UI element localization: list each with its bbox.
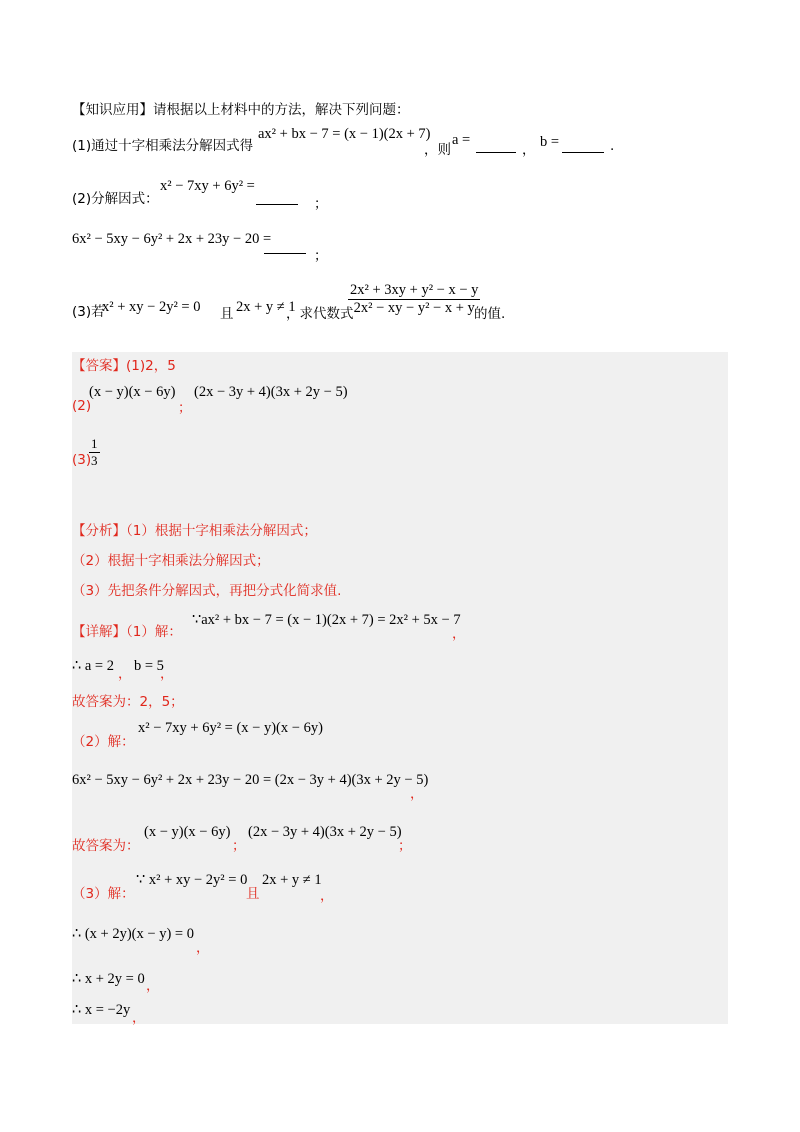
analysis-text1: （1）根据十字相乘法分解因式； xyxy=(126,523,317,539)
part3-and: 且 xyxy=(220,306,234,322)
detail-p1-prefix: （1）解： xyxy=(126,624,182,640)
part3-cond1: x² + xy − 2y² = 0 xyxy=(102,299,201,315)
detail-p1-result-a: ∴ a = 2 xyxy=(72,658,114,674)
detail-label: 【详解】 xyxy=(72,624,126,640)
detail-p3-comma: ， xyxy=(320,888,334,904)
answer-part3-fraction xyxy=(89,436,100,469)
detail-p2-comma: ， xyxy=(410,786,424,802)
answer-part2-expr2: (2x − 3y + 4)(3x + 2y − 5) xyxy=(194,384,348,400)
answer-label: 【答案】 xyxy=(72,358,126,374)
detail-p3-c1: ， xyxy=(196,940,210,956)
detail-p2-answer2: (2x − 3y + 4)(3x + 2y − 5) xyxy=(248,824,402,840)
answer-line1 xyxy=(72,356,176,376)
detail-p3-and: 且 xyxy=(246,886,260,902)
answer-blank-b[interactable] xyxy=(562,140,604,153)
detail-p2-eq1: x² − 7xy + 6y² = (x − y)(x − 6y) xyxy=(138,720,323,736)
part1-end: . xyxy=(610,138,615,154)
answer-blank-2b[interactable] xyxy=(264,241,306,254)
question-intro: 【知识应用】请根据以上材料中的方法，解决下列问题： xyxy=(72,102,410,118)
detail-p3-condition2: 2x + y ≠ 1 xyxy=(262,872,322,888)
part1-sep: ， xyxy=(522,142,536,158)
answer-part2-expr1: (x − y)(x − 6y) xyxy=(89,384,176,400)
part3-end: 的值. xyxy=(474,306,506,322)
detail-p3-c2: ， xyxy=(146,978,160,994)
detail-p2-sep: ； xyxy=(232,838,246,854)
detail-p1-result-b: b = 5 xyxy=(134,658,164,674)
detail-p2-prefix: （2）解： xyxy=(72,734,135,750)
part1-mid: ，则 xyxy=(424,142,451,158)
analysis-line2: （2）根据十字相乘法分解因式； xyxy=(72,553,270,569)
part1-equation: ax² + bx − 7 = (x − 1)(2x + 7) xyxy=(258,126,431,142)
part1-b-label: b = xyxy=(540,134,560,150)
part3-cond2: 2x + y ≠ 1 xyxy=(236,299,296,315)
fraction-denominator: 2x² − xy − y² − x + y xyxy=(353,300,475,316)
answer-panel xyxy=(72,352,728,1024)
part1-prefix: (1)通过十字相乘法分解因式得 xyxy=(72,138,254,154)
detail-p2-eq2: 6x² − 5xy − 6y² + 2x + 23y − 20 = (2x − 3y + 4)(3x + 2y − 5) xyxy=(72,772,429,788)
answer-part2-sep: ； xyxy=(178,400,192,416)
detail-p3-prefix: （3）解： xyxy=(72,886,135,902)
part2-semi2: ； xyxy=(314,248,328,264)
answer-blank-a[interactable] xyxy=(476,140,516,153)
answer-blank-2a[interactable] xyxy=(256,192,298,205)
detail-line1 xyxy=(72,622,182,642)
detail-p1-comma2: ， xyxy=(118,666,132,682)
answer-fraction-numerator: 1 xyxy=(91,436,98,451)
detail-p1-equation: ∵ax² + bx − 7 = (x − 1)(2x + 7) = 2x² + 5x − 7 xyxy=(192,612,461,628)
analysis-label: 【分析】 xyxy=(72,523,126,539)
detail-p3-step1: ∴ (x + 2y)(x − y) = 0 xyxy=(72,926,194,942)
detail-p2-answer1: (x − y)(x − 6y) xyxy=(144,824,231,840)
detail-p2-answer-prefix: 故答案为： xyxy=(72,838,140,854)
detail-p1-comma3: ， xyxy=(160,666,174,682)
fraction-numerator: 2x² + 3xy + y² − x − y xyxy=(350,282,479,298)
question-part2-prefix: (2)分解因式： xyxy=(72,191,159,207)
detail-p1-comma: ， xyxy=(452,626,466,642)
answer-part3-prefix: (3) xyxy=(72,452,92,468)
part1-a-label: a = xyxy=(452,132,471,148)
analysis-line3: （3）先把条件分解因式，再把分式化简求值. xyxy=(72,583,342,599)
part2-semi1: ； xyxy=(314,196,328,212)
answer-part2-prefix: (2) xyxy=(72,398,92,414)
question-part1 xyxy=(72,136,253,156)
question-part3-prefix: (3)若 xyxy=(72,304,105,320)
answer-part1: (1)2，5 xyxy=(126,358,176,374)
part2-expr2: 6x² − 5xy − 6y² + 2x + 23y − 20 = xyxy=(72,231,272,247)
part3-mid: ，求代数式 xyxy=(286,306,354,322)
part3-fraction xyxy=(348,282,480,317)
detail-p3-condition: ∵ x² + xy − 2y² = 0 xyxy=(136,872,248,888)
detail-p3-step3: ∴ x = −2y xyxy=(72,1002,131,1018)
part2-expr1: x² − 7xy + 6y² = xyxy=(160,178,255,194)
detail-p3-c3: ， xyxy=(132,1010,146,1026)
analysis-line1 xyxy=(72,521,317,541)
detail-p1-answer: 故答案为：2，5； xyxy=(72,694,184,710)
detail-p3-step2: ∴ x + 2y = 0 xyxy=(72,971,145,987)
answer-fraction-denominator: 3 xyxy=(91,453,98,468)
detail-p2-end: ； xyxy=(398,838,412,854)
